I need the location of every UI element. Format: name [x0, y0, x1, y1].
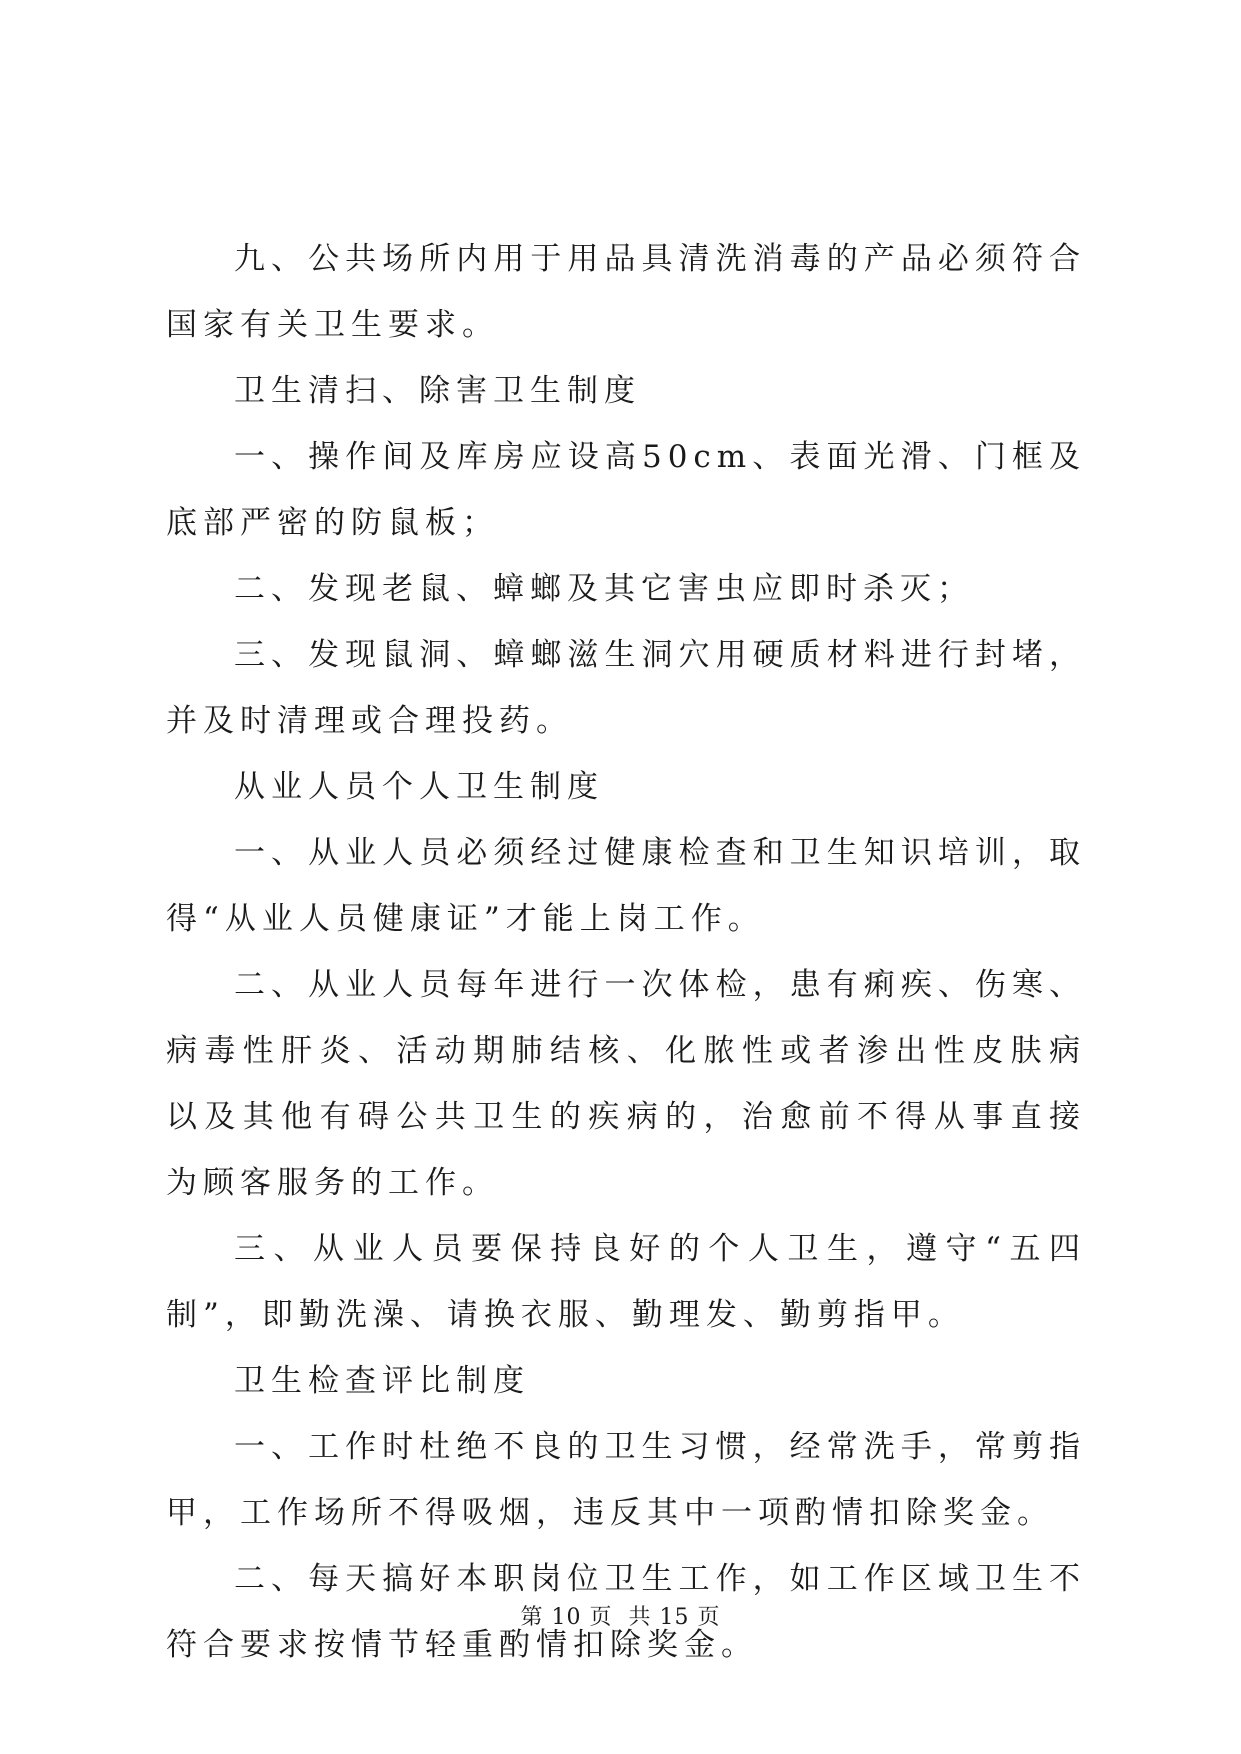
paragraph: 一、从业人员必须经过健康检查和卫生知识培训，取得“从业人员健康证”才能上岗工作。	[166, 835, 1086, 937]
paragraph: 一、操作间及库房应设高50cm、表面光滑、门框及底部严密的防鼠板；	[166, 439, 1086, 541]
paragraph: 九、公共场所内用于用品具清洗消毒的产品必须符合国家有关卫生要求。	[166, 241, 1086, 343]
page-number: 第 10 页 共 15 页	[520, 1605, 721, 1630]
section-heading: 从业人员个人卫生制度	[234, 769, 604, 805]
paragraph: 三、发现鼠洞、蟑螂滋生洞穴用硬质材料进行封堵，并及时清理或合理投药。	[166, 637, 1086, 739]
document-body	[166, 226, 1086, 1678]
paragraph: 二、从业人员每年进行一次体检，患有痢疾、伤寒、病毒性肝炎、活动期肺结核、化脓性或者渗出性皮肤病以及其他有碍公共卫生的疾病的，治愈前不得从事直接为顾客服务的工作。	[166, 967, 1086, 1201]
paragraph: 二、发现老鼠、蟑螂及其它害虫应即时杀灭；	[234, 571, 974, 607]
paragraph: 二、每天搞好本职岗位卫生工作，如工作区域卫生不符合要求按情节轻重酌情扣除奖金。	[166, 1561, 1086, 1663]
section-heading: 卫生清扫、除害卫生制度	[234, 373, 641, 409]
paragraph: 三、从业人员要保持良好的个人卫生，遵守“五四制”，即勤洗澡、请换衣服、勤理发、勤剪指甲。	[166, 1231, 1086, 1333]
section-heading: 卫生检查评比制度	[234, 1363, 530, 1399]
page-footer	[0, 1604, 1241, 1632]
paragraph: 一、工作时杜绝不良的卫生习惯，经常洗手，常剪指甲，工作场所不得吸烟，违反其中一项酌情扣除奖金。	[166, 1429, 1086, 1531]
